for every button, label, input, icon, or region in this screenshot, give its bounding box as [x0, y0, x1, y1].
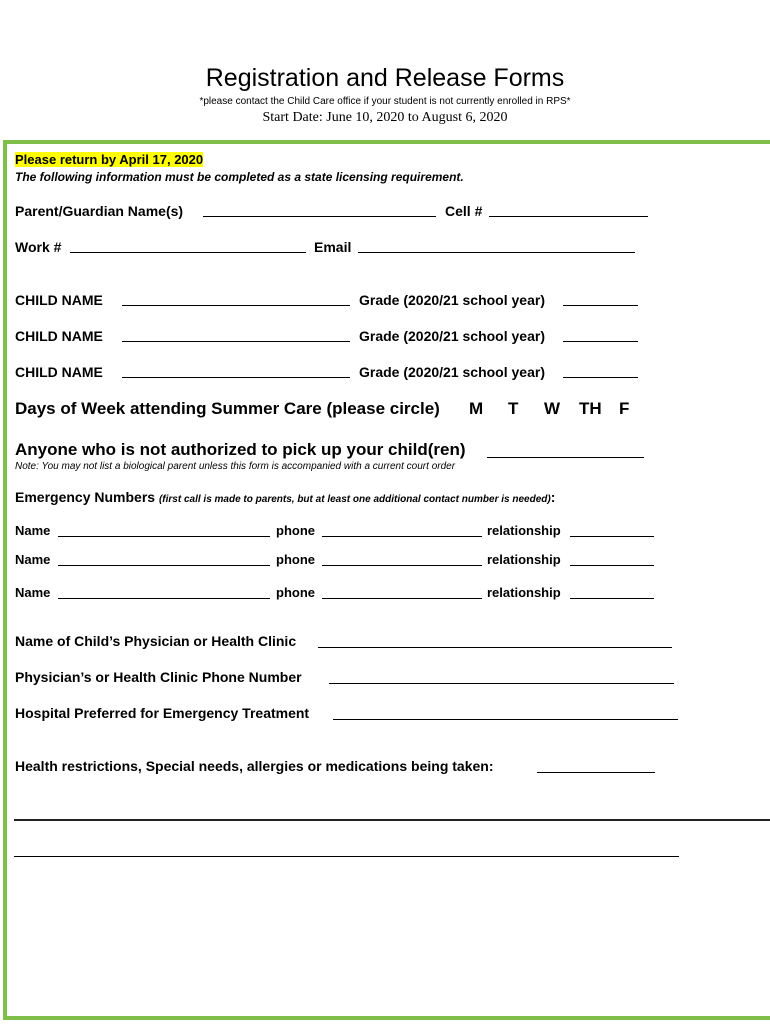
- emergency-numbers-label: [15, 489, 555, 505]
- emergency-relationship-field[interactable]: [570, 565, 654, 566]
- court-order-note: Note: You may not list a biological parent unless this form is accompanied with a current court order: [15, 461, 456, 472]
- emergency-relationship-label: relationship: [487, 523, 561, 538]
- cell-field[interactable]: [489, 216, 648, 217]
- child-grade-label: Grade (2020/21 school year): [359, 328, 545, 344]
- emergency-name-label: Name: [15, 585, 51, 600]
- physician-label: Name of Child’s Physician or Health Clinic: [15, 633, 297, 649]
- email-label: Email: [314, 239, 352, 255]
- emergency-relationship-field[interactable]: [570, 536, 654, 537]
- hospital-field[interactable]: [333, 719, 678, 720]
- emergency-phone-field[interactable]: [322, 565, 482, 566]
- cell-label: Cell #: [445, 203, 483, 219]
- emergency-phone-label: phone: [276, 585, 315, 600]
- emergency-name-field[interactable]: [58, 598, 270, 599]
- health-restrictions-field[interactable]: [537, 772, 655, 773]
- form-border: [3, 140, 770, 1020]
- child-grade-label: Grade (2020/21 school year): [359, 292, 545, 308]
- emergency-phone-field[interactable]: [322, 536, 482, 537]
- child-grade-field[interactable]: [563, 305, 638, 306]
- email-field[interactable]: [358, 252, 635, 253]
- emergency-relationship-label: relationship: [487, 552, 561, 567]
- physician-field[interactable]: [318, 647, 672, 648]
- health-restrictions-line-2[interactable]: [14, 856, 679, 857]
- emergency-phone-field[interactable]: [322, 598, 482, 599]
- unauthorized-pickup-label: Anyone who is not authorized to pick up your child(ren): [15, 440, 466, 459]
- child-grade-field[interactable]: [563, 341, 638, 342]
- child-name-field[interactable]: [122, 305, 350, 306]
- physician-phone-label: Physician’s or Health Clinic Phone Number: [15, 669, 302, 685]
- emergency-numbers-sublabel: (first call is made to parents, but at least one additional contact number is needed): [158, 494, 551, 505]
- child-name-label: CHILD NAME: [15, 328, 103, 344]
- unauthorized-pickup-field[interactable]: [487, 457, 644, 458]
- emergency-phone-label: phone: [276, 552, 315, 567]
- child-grade-label: Grade (2020/21 school year): [359, 364, 545, 380]
- emergency-numbers-title: Emergency Numbers: [15, 489, 156, 505]
- child-name-label: CHILD NAME: [15, 292, 103, 308]
- start-date: Start Date: June 10, 2020 to August 6, 2020: [262, 110, 508, 125]
- work-label: Work #: [15, 239, 62, 255]
- emergency-name-field[interactable]: [58, 565, 270, 566]
- day-option-friday[interactable]: F: [619, 399, 630, 418]
- health-restrictions-line-1[interactable]: [14, 819, 770, 821]
- emergency-relationship-field[interactable]: [570, 598, 654, 599]
- day-option-monday[interactable]: M: [469, 399, 484, 418]
- child-name-field[interactable]: [122, 377, 350, 378]
- emergency-name-field[interactable]: [58, 536, 270, 537]
- emergency-name-label: Name: [15, 552, 51, 567]
- emergency-numbers-colon: :: [550, 489, 556, 505]
- form-title: Registration and Release Forms: [205, 64, 565, 92]
- child-grade-field[interactable]: [563, 377, 638, 378]
- emergency-relationship-label: relationship: [487, 585, 561, 600]
- day-option-wednesday[interactable]: W: [544, 399, 561, 418]
- day-option-thursday[interactable]: TH: [579, 399, 602, 418]
- licensing-requirement: The following information must be completed as a state licensing requirement.: [15, 170, 464, 184]
- emergency-phone-label: phone: [276, 523, 315, 538]
- day-option-tuesday[interactable]: T: [508, 399, 519, 418]
- parent-name-label: Parent/Guardian Name(s): [15, 203, 184, 219]
- hospital-label: Hospital Preferred for Emergency Treatment: [15, 705, 310, 721]
- return-by-notice: Please return by April 17, 2020: [15, 152, 204, 167]
- form-subtitle: *please contact the Child Care office if your student is not currently enrolled in RPS*: [199, 96, 571, 107]
- days-of-week-label: Days of Week attending Summer Care (please circle): [15, 399, 440, 418]
- work-field[interactable]: [70, 252, 306, 253]
- emergency-name-label: Name: [15, 523, 51, 538]
- child-name-label: CHILD NAME: [15, 364, 103, 380]
- health-restrictions-label: Health restrictions, Special needs, allergies or medications being taken:: [15, 758, 494, 774]
- child-name-field[interactable]: [122, 341, 350, 342]
- physician-phone-field[interactable]: [329, 683, 674, 684]
- parent-name-field[interactable]: [203, 216, 436, 217]
